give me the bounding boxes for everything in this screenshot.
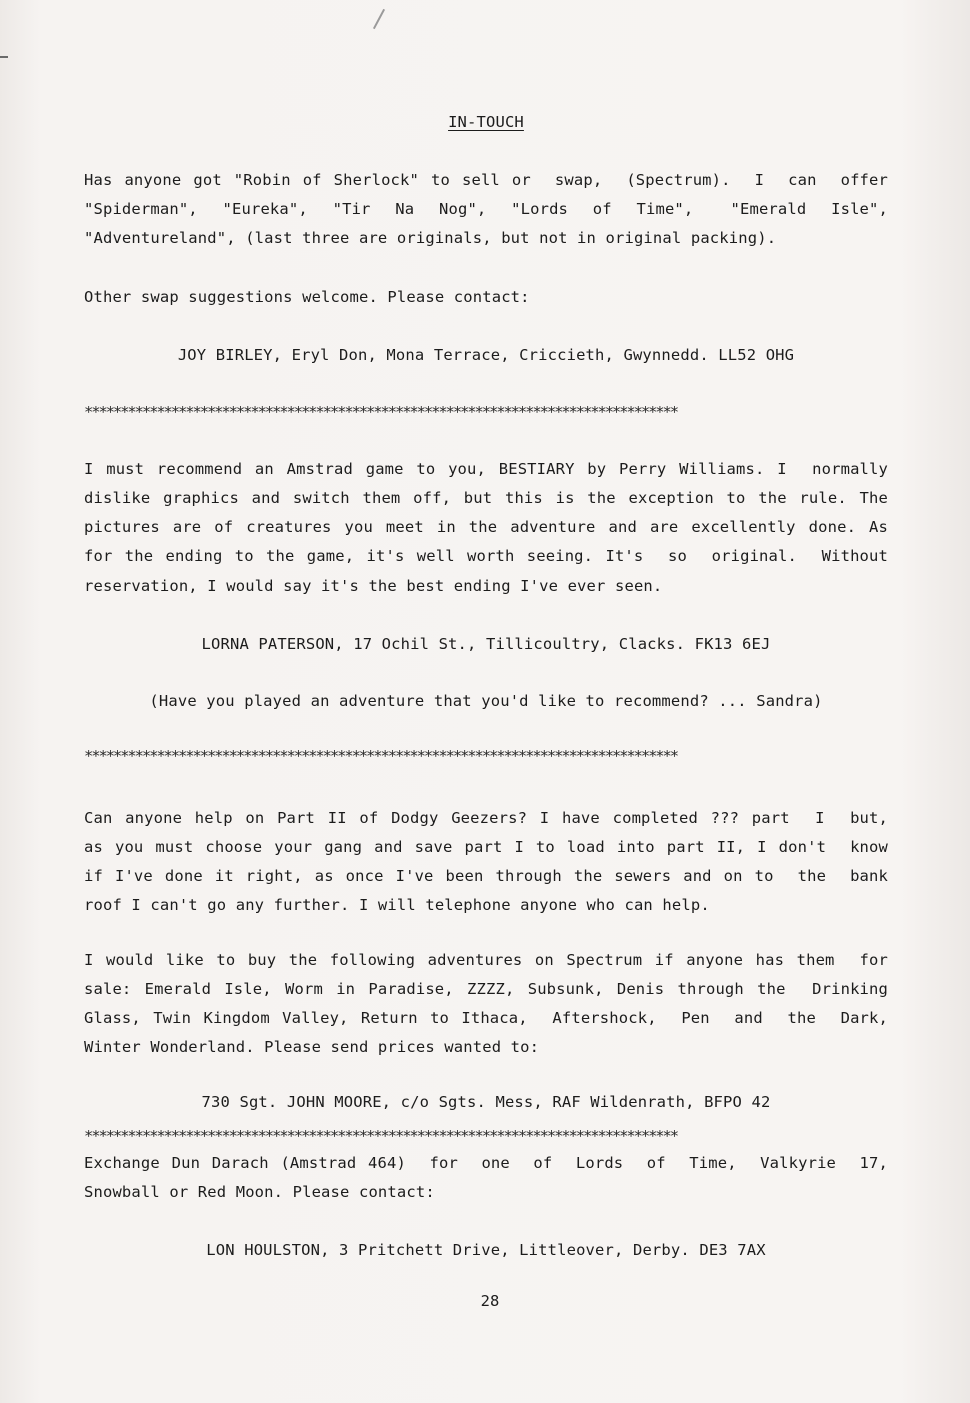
section4-line-1: I would like to buy the following adventures on Spectrum if anyone has them for [84,951,888,969]
section3-line-1: Can anyone help on Part II of Dodgy Geezers? I have completed ??? part I but, [84,809,888,827]
page-title: IN-TOUCH [448,113,524,131]
divider-1: ********************************************************************************** [84,403,678,421]
section1-line-1: Has anyone got "Robin of Sherlock" to sell or swap, (Spectrum). I can offer [84,171,888,189]
divider-2: ********************************************************************************** [84,747,678,765]
section2-contact: LORNA PATERSON, 17 Ochil St., Tillicoultry, Clacks. FK13 6EJ [201,635,771,653]
divider-3: ********************************************************************************** [84,1127,678,1145]
section4-line-4: Winter Wonderland. Please send prices wanted to: [84,1038,540,1056]
section2-line-1: I must recommend an Amstrad game to you, BESTIARY by Perry Williams. I normally [84,460,888,478]
section3-line-3: if I've done it right, as once I've been through the sewers and on to the bank [84,867,888,885]
section4-line-2: sale: Emerald Isle, Worm in Paradise, ZZZZ, Subsunk, Denis through the Drinking [84,980,888,998]
section2-line-5: reservation, I would say it's the best ending I've ever seen. [84,577,663,595]
section5-contact: LON HOULSTON, 3 Pritchett Drive, Littleover, Derby. DE3 7AX [206,1241,766,1259]
section2-line-3: pictures are of creatures you meet in the adventure and are excellently done. As [84,518,888,536]
section4-contact: 730 Sgt. JOHN MOORE, c/o Sgts. Mess, RAF Wildenrath, BFPO 42 [201,1093,771,1111]
section3-line-4: roof I can't go any further. I will telephone anyone who can help. [84,896,710,914]
section2-line-2: dislike graphics and switch them off, but this is the exception to the rule. The [84,489,888,507]
section1-line-2: "Spiderman", "Eureka", "Tir Na Nog", "Lords of Time", "Emerald Isle", [84,200,888,218]
section1-line-4: Other swap suggestions welcome. Please contact: [84,288,530,306]
editor-note: (Have you played an adventure that you'd like to recommend? ... Sandra) [149,692,823,710]
section1-line-3: "Adventureland", (last three are originals, but not in original packing). [84,229,777,247]
page-number: 28 [480,1292,500,1310]
section5-line-1: Exchange Dun Darach (Amstrad 464) for one of Lords of Time, Valkyrie 17, [84,1154,888,1172]
section5-line-2: Snowball or Red Moon. Please contact: [84,1183,435,1201]
section2-line-4: for the ending to the game, it's well worth seeing. It's so original. Without [84,547,888,565]
section1-contact: JOY BIRLEY, Eryl Don, Mona Terrace, Criccieth, Gwynnedd. LL52 OHG [177,346,795,364]
margin-mark [0,56,8,58]
section3-line-2: as you must choose your gang and save part I to load into part II, I don't know [84,838,888,856]
section4-line-3: Glass, Twin Kingdom Valley, Return to Ithaca, Aftershock, Pen and the Dark, [84,1009,888,1027]
paper-scratch [373,9,385,29]
